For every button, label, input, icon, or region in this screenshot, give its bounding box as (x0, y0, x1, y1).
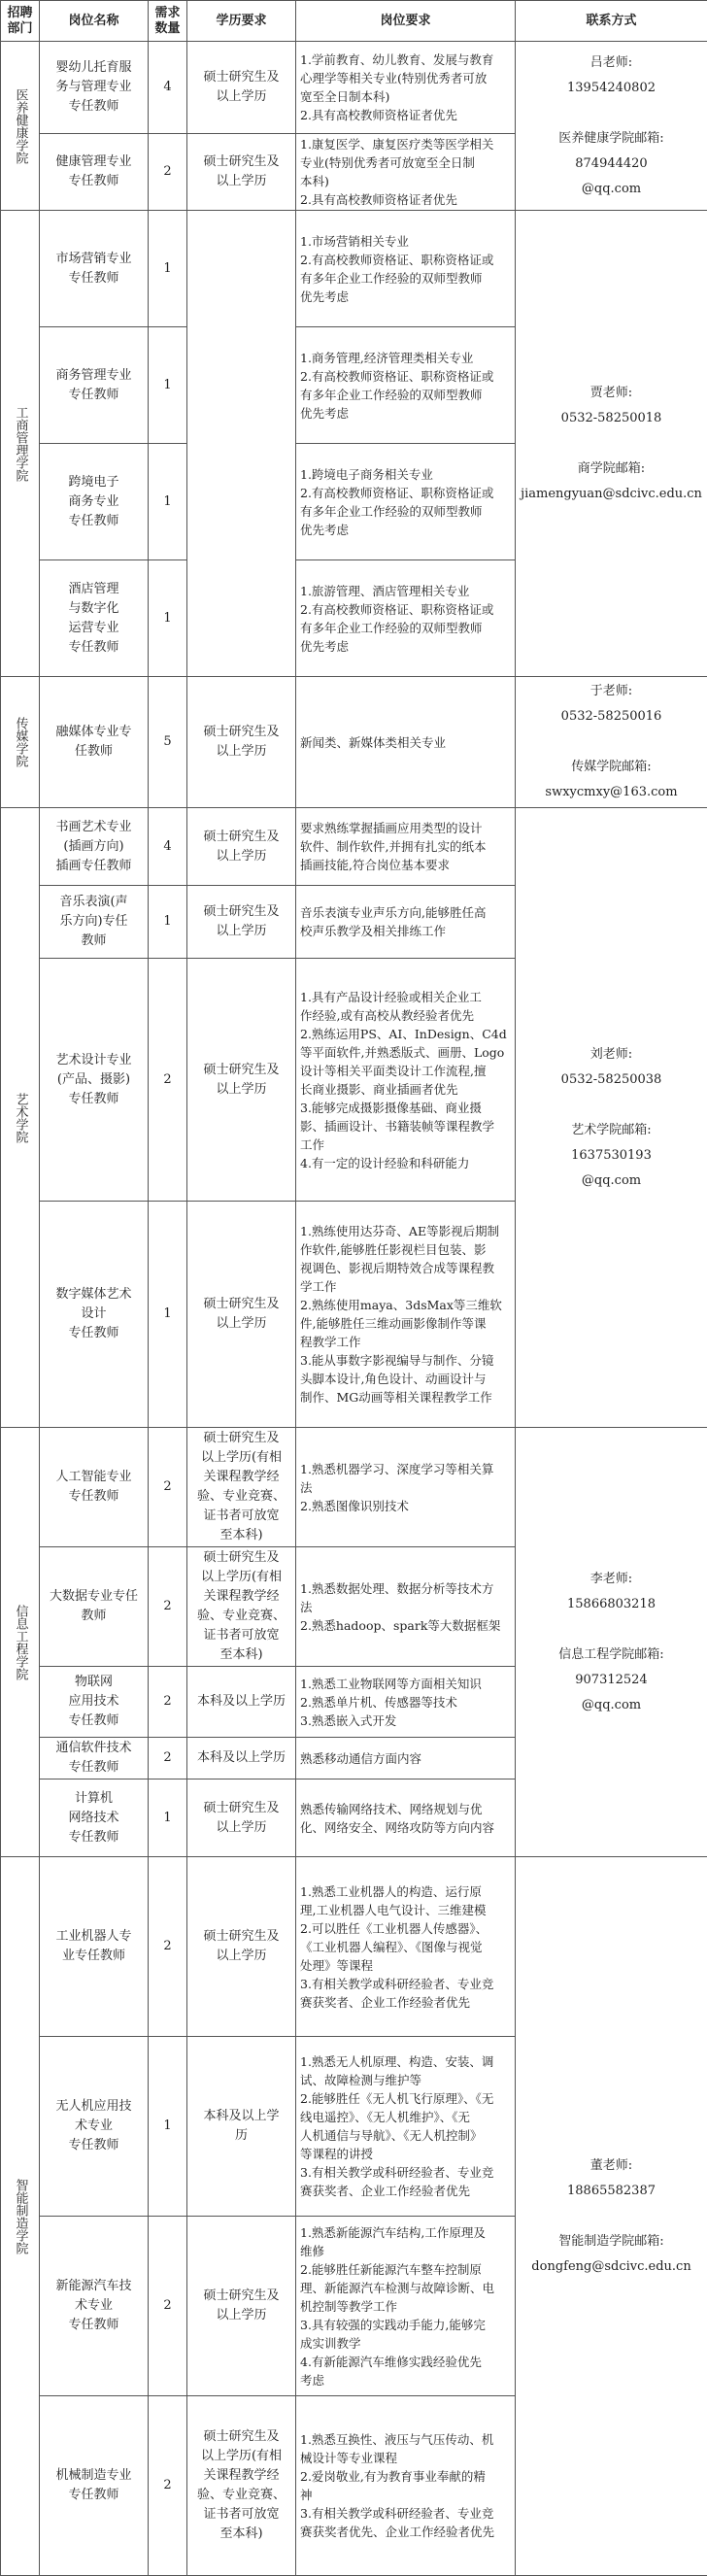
contact-line (520, 101, 703, 126)
education-requirement: 本科及以上学 历 (191, 2107, 291, 2146)
headcount-cell (149, 1428, 187, 1547)
education-requirement-cell (187, 42, 296, 134)
education-requirement-cell (187, 1779, 296, 1857)
header-position: 岗位名称 (40, 1, 149, 42)
position-requirements-cell (296, 886, 516, 959)
position-name: 市场营销专业 专任教师 (44, 250, 144, 288)
position-requirements-cell (296, 1547, 516, 1667)
position-requirements-cell (296, 959, 516, 1202)
position-name-cell (40, 2037, 149, 2217)
contact-line: 13954240802 (520, 76, 703, 101)
education-requirement: 硕士研究生及 以上学历 (191, 1927, 291, 1966)
table-row (1, 677, 707, 808)
headcount-cell (149, 1547, 187, 1667)
position-name-cell (40, 1547, 149, 1667)
headcount-cell (149, 1857, 187, 2037)
position-name-cell (40, 444, 149, 560)
headcount-cell (149, 1738, 187, 1779)
headcount-cell (149, 1202, 187, 1428)
position-requirements: 1.康复医学、康复医疗类等医学相关 专业(特别优秀者可放宽至全日制 本科) 2.具有高校教师资格证者优先 (300, 135, 511, 209)
contact-line: 贾老师: (520, 381, 703, 406)
header-education: 学历要求 (187, 1, 296, 42)
position-name-cell (40, 2217, 149, 2396)
headcount: 1 (152, 492, 183, 512)
education-requirement-cell (187, 959, 296, 1202)
contact-info (516, 42, 707, 211)
contact-line: swxycmxy@163.com (520, 780, 703, 805)
position-name: 婴幼儿托育服 务与管理专业 专任教师 (44, 58, 144, 117)
position-requirements: 新闻类、新媒体类相关专业 (300, 733, 511, 752)
education-requirement-cell (187, 2217, 296, 2396)
position-name: 跨境电子 商务专业 专任教师 (44, 473, 144, 531)
education-requirement-cell (187, 1547, 296, 1667)
position-name: 无人机应用技 术专业 专任教师 (44, 2097, 144, 2155)
headcount: 2 (152, 2296, 183, 2316)
contact-line: dongfeng@sdcivc.edu.cn (520, 2254, 703, 2280)
headcount-cell (149, 2037, 187, 2217)
contact-line (520, 431, 703, 457)
headcount: 2 (152, 162, 183, 182)
position-requirements: 1.具有产品设计经验或相关企业工 作经验,或有高校从教经验者优先 2.熟练运用PS、AI、InDesign、C4d 等平面软件,并熟悉版式、画册、Logo 设计等相关平面类设计工作流程,擅 长商业摄影、商业插画者优先 3.能够完成摄影摄像基础、商业摄 影、插画设计、书籍装帧等课程教学 工作 4.有一定的设计经验和科研能力 (300, 988, 511, 1172)
contact-info (516, 1428, 707, 1857)
education-requirement: 硕士研究生及 以上学历 (191, 902, 291, 941)
education-requirement-cell (187, 1857, 296, 2037)
education-requirement: 硕士研究生及 以上学历 (191, 68, 291, 107)
contact-line: 信息工程学院邮箱: (520, 1643, 703, 1668)
education-requirement: 硕士研究生及 以上学历 (191, 1061, 291, 1100)
position-requirements-cell (296, 1667, 516, 1738)
position-name-cell (40, 808, 149, 886)
position-name-cell (40, 211, 149, 327)
education-requirement: 硕士研究生及 以上学历 (191, 153, 291, 191)
dept-name: 艺术学院 (1, 808, 40, 1428)
education-requirement-cell (187, 2037, 296, 2217)
position-name: 音乐表演(声 乐方向)专任 教师 (44, 893, 144, 951)
contact-line (520, 1093, 703, 1118)
header-row (1, 1, 707, 42)
headcount-cell (149, 42, 187, 134)
contact-line: 1637530193 (520, 1143, 703, 1169)
position-requirements: 1.跨境电子商务相关专业 2.有高校教师资格证、职称资格证或 有多年企业工作经验的双师型教师 优先考虑 (300, 465, 511, 539)
position-requirements-cell (296, 2217, 516, 2396)
headcount: 2 (152, 1937, 183, 1956)
position-name: 大数据专业专任 教师 (44, 1587, 144, 1626)
position-name: 书画艺术专业 (插画方向) 插画专任教师 (44, 818, 144, 876)
education-requirement-cell (187, 886, 296, 959)
contact-line: 15866803218 (520, 1592, 703, 1617)
headcount: 2 (152, 1597, 183, 1616)
dept-name: 智能制造学院 (1, 1857, 40, 2576)
position-requirements-cell (296, 560, 516, 677)
position-name-cell (40, 2396, 149, 2576)
headcount: 1 (152, 609, 183, 628)
dept-name: 传媒学院 (1, 677, 40, 808)
contact-info (516, 808, 707, 1428)
headcount: 1 (152, 912, 183, 932)
contact-line (520, 1617, 703, 1643)
contact-line: 18865582387 (520, 2179, 703, 2204)
table-row (1, 808, 707, 886)
education-requirement-cell (187, 808, 296, 886)
headcount-cell (149, 560, 187, 677)
education-requirement: 硕士研究生及 以上学历(有相 关课程教学经 验、专业竞赛、 证书者可放宽 至本科) (191, 1548, 291, 1665)
header-requirements: 岗位要求 (296, 1, 516, 42)
position-name: 通信软件技术 专任教师 (44, 1739, 144, 1778)
contact-line: 0532-58250016 (520, 704, 703, 729)
education-requirement-cell (187, 2396, 296, 2576)
table-row (1, 211, 707, 327)
position-requirements: 1.熟悉互换性、液压与气压传动、机 械设计等专业课程 2.爱岗敬业,有为教育事业奉献的精 神 3.有相关教学或科研经验者、专业竞 赛获奖者优先、企业工作经验者优先 (300, 2430, 511, 2541)
headcount: 1 (152, 259, 183, 279)
contact-line: 刘老师: (520, 1042, 703, 1068)
education-requirement: 本科及以上学历 (191, 1748, 291, 1768)
contact-line: @qq.com (520, 1693, 703, 1718)
contact-line: 于老师: (520, 679, 703, 704)
headcount-cell (149, 2396, 187, 2576)
position-name: 机械制造专业 专任教师 (44, 2466, 144, 2505)
headcount-cell (149, 211, 187, 327)
position-name-cell (40, 1779, 149, 1857)
headcount: 2 (152, 1748, 183, 1768)
headcount: 4 (152, 78, 183, 97)
table-header (1, 1, 707, 42)
position-requirements: 熟悉传输网络技术、网络规划与优 化、网络安全、网络攻防等方向内容 (300, 1800, 511, 1837)
position-name: 数字媒体艺术 设计 专任教师 (44, 1285, 144, 1343)
contact-line: jiamengyuan@sdcivc.edu.cn (520, 482, 703, 507)
position-name: 物联网 应用技术 专任教师 (44, 1673, 144, 1731)
position-requirements: 1.熟悉新能源汽车结构,工作原理及 维修 2.能够胜任新能源汽车整车控制原 理、新能源汽车检测与故障诊断、电 机控制等教学工作 3.具有较强的实践动手能力,能够完 成实训教学 4.有新能源汽车维修实践经验优先 考虑 (300, 2223, 511, 2390)
education-requirement: 硕士研究生及 以上学历 (191, 1799, 291, 1838)
position-requirements: 1.熟练使用达芬奇、AE等影视后期制 作软件,能够胜任影视栏目包装、影 视调色、影视后期特效合成等课程教 学工作 2.熟练使用maya、3dsMax等三维软 件,能够胜任三维动画影像制作等课 程教学工作 3.能从事数字影视编导与制作、分镜 头脚本设计,角色设计、动画设计与 制作、MG动画等相关课程教学工作 (300, 1222, 511, 1407)
headcount-cell (149, 677, 187, 808)
position-requirements-cell (296, 211, 516, 327)
education-requirement: 硕士研究生及 以上学历(有相 关课程教学经 验、专业竞赛、 证书者可放宽 至本科) (191, 2427, 291, 2544)
education-requirement-cell (187, 1667, 296, 1738)
headcount-cell (149, 134, 187, 211)
contact-line: 0532-58250038 (520, 1068, 703, 1093)
header-count: 需求数量 (149, 1, 187, 42)
headcount: 1 (152, 1809, 183, 1828)
headcount-cell (149, 886, 187, 959)
contact-line: @qq.com (520, 1169, 703, 1194)
position-requirements: 1.市场营销相关专业 2.有高校教师资格证、职称资格证或 有多年企业工作经验的双师型教师 优先考虑 (300, 232, 511, 306)
position-requirements-cell (296, 808, 516, 886)
headcount: 2 (152, 1692, 183, 1712)
position-name: 新能源汽车技 术专业 专任教师 (44, 2277, 144, 2335)
position-name-cell (40, 134, 149, 211)
headcount: 1 (152, 1305, 183, 1324)
contact-line: 吕老师: (520, 51, 703, 76)
contact-line: 874944420 (520, 152, 703, 177)
dept-name: 信息工程学院 (1, 1428, 40, 1857)
education-requirement-cell (187, 1428, 296, 1547)
education-requirement-cell (187, 211, 296, 677)
headcount-cell (149, 2217, 187, 2396)
dept-name: 工商管理学院 (1, 211, 40, 677)
education-requirement-cell (187, 1202, 296, 1428)
contact-line: 907312524 (520, 1668, 703, 1693)
contact-line: 0532-58250018 (520, 406, 703, 431)
position-requirements-cell (296, 42, 516, 134)
education-requirement: 硕士研究生及 以上学历 (191, 723, 291, 762)
contact-line: 董老师: (520, 2153, 703, 2179)
contact-line: @qq.com (520, 177, 703, 202)
headcount: 2 (152, 1070, 183, 1090)
position-name-cell (40, 959, 149, 1202)
position-name-cell (40, 560, 149, 677)
headcount: 1 (152, 2117, 183, 2136)
contact-line: 艺术学院邮箱: (520, 1118, 703, 1143)
position-name-cell (40, 1667, 149, 1738)
headcount: 4 (152, 837, 183, 857)
education-requirement: 硕士研究生及 以上学历 (191, 1295, 291, 1334)
headcount-cell (149, 1779, 187, 1857)
headcount-cell (149, 808, 187, 886)
education-requirement: 硕士研究生及 以上学历 (191, 828, 291, 866)
position-requirements-cell (296, 2037, 516, 2217)
headcount-cell (149, 444, 187, 560)
contact-line: 智能制造学院邮箱: (520, 2229, 703, 2254)
position-requirements-cell (296, 327, 516, 444)
contact-line: 传媒学院邮箱: (520, 755, 703, 780)
contact-line: 医养健康学院邮箱: (520, 126, 703, 152)
position-requirements: 1.熟悉机器学习、深度学习等相关算 法 2.熟悉图像识别技术 (300, 1460, 511, 1515)
position-requirements-cell (296, 677, 516, 808)
position-requirements-cell (296, 1779, 516, 1857)
education-requirement: 本科及以上学历 (191, 1692, 291, 1712)
headcount: 5 (152, 732, 183, 752)
position-requirements: 要求熟练掌握插画应用类型的设计 软件、制作软件,并拥有扎实的纸本 插画技能,符合岗位基本要求 (300, 819, 511, 874)
position-requirements: 1.商务管理,经济管理类相关专业 2.有高校教师资格证、职称资格证或 有多年企业工作经验的双师型教师 优先考虑 (300, 349, 511, 423)
position-requirements: 1.学前教育、幼儿教育、发展与教育 心理学等相关专业(特别优秀者可放 宽至全日制本科) 2.具有高校教师资格证者优先 (300, 51, 511, 124)
position-requirements-cell (296, 134, 516, 211)
education-requirement-cell (187, 134, 296, 211)
position-requirements-cell (296, 1738, 516, 1779)
position-name-cell (40, 327, 149, 444)
education-requirement: 硕士研究生及 以上学历 (191, 2287, 291, 2325)
position-requirements: 1.熟悉工业物联网等方面相关知识 2.熟悉单片机、传感器等技术 3.熟悉嵌入式开发 (300, 1675, 511, 1730)
position-requirements: 1.熟悉无人机原理、构造、安装、调 试、故障检测与维护等 2.能够胜任《无人机飞行原理》、《无 线电遥控》、《无人机维护》、《无 人机通信与导航》、《无人机控制》 等课程的讲授 3.有相关教学或科研经验者、专业竞 赛获奖者、企业工作经验者优先 (300, 2052, 511, 2200)
position-requirements: 音乐表演专业声乐方向,能够胜任高 校声乐教学及相关排练工作 (300, 903, 511, 940)
education-requirement: 硕士研究生及 以上学历(有相 关课程教学经 验、专业竞赛、 证书者可放宽 至本科) (191, 1429, 291, 1545)
position-name: 融媒体专业专 任教师 (44, 723, 144, 762)
position-name-cell (40, 1738, 149, 1779)
headcount-cell (149, 959, 187, 1202)
position-requirements-cell (296, 444, 516, 560)
table-body (1, 42, 707, 2576)
table-row (1, 42, 707, 134)
position-requirements-cell (296, 1857, 516, 2037)
position-name-cell (40, 1202, 149, 1428)
contact-line (520, 2204, 703, 2229)
position-requirements-cell (296, 1202, 516, 1428)
position-name-cell (40, 677, 149, 808)
position-name: 工业机器人专 业专任教师 (44, 1927, 144, 1966)
table-row (1, 1857, 707, 2037)
position-name: 艺术设计专业 (产品、摄影) 专任教师 (44, 1051, 144, 1109)
dept-name: 医养健康学院 (1, 42, 40, 211)
header-dept: 招聘部门 (1, 1, 40, 42)
contact-line: 商学院邮箱: (520, 457, 703, 482)
position-name-cell (40, 886, 149, 959)
position-name-cell (40, 1428, 149, 1547)
position-name: 商务管理专业 专任教师 (44, 366, 144, 405)
contact-line: 李老师: (520, 1567, 703, 1592)
position-name: 人工智能专业 专任教师 (44, 1468, 144, 1507)
contact-line (520, 729, 703, 755)
position-requirements: 1.熟悉工业机器人的构造、运行原 理,工业机器人电气设计、三维建模 2.可以胜任《工业机器人传感器》、 《工业机器人编程》、《图像与视觉 处理》等课程 3.有相关教学或科研经验者、专业竞 赛获奖者、企业工作经验者优先 (300, 1882, 511, 2012)
position-name: 酒店管理 与数字化 运营专业 专任教师 (44, 580, 144, 658)
table-row (1, 1428, 707, 1547)
position-requirements-cell (296, 1428, 516, 1547)
headcount: 2 (152, 1477, 183, 1497)
position-requirements: 1.旅游管理、酒店管理相关专业 2.有高校教师资格证、职称资格证或 有多年企业工作经验的双师型教师 优先考虑 (300, 582, 511, 656)
position-requirements: 熟悉移动通信方面内容 (300, 1749, 511, 1768)
position-name-cell (40, 42, 149, 134)
position-name: 健康管理专业 专任教师 (44, 153, 144, 191)
education-requirement-cell (187, 677, 296, 808)
contact-info (516, 1857, 707, 2576)
position-name-cell (40, 1857, 149, 2037)
headcount: 1 (152, 376, 183, 395)
headcount: 2 (152, 2476, 183, 2495)
headcount-cell (149, 1667, 187, 1738)
header-contact: 联系方式 (516, 1, 707, 42)
position-requirements: 1.熟悉数据处理、数据分析等技术方 法 2.熟悉hadoop、spark等大数据框架 (300, 1579, 511, 1635)
contact-info (516, 211, 707, 677)
contact-info (516, 677, 707, 808)
headcount-cell (149, 327, 187, 444)
position-name: 计算机 网络技术 专任教师 (44, 1789, 144, 1847)
education-requirement-cell (187, 1738, 296, 1779)
position-requirements-cell (296, 2396, 516, 2576)
